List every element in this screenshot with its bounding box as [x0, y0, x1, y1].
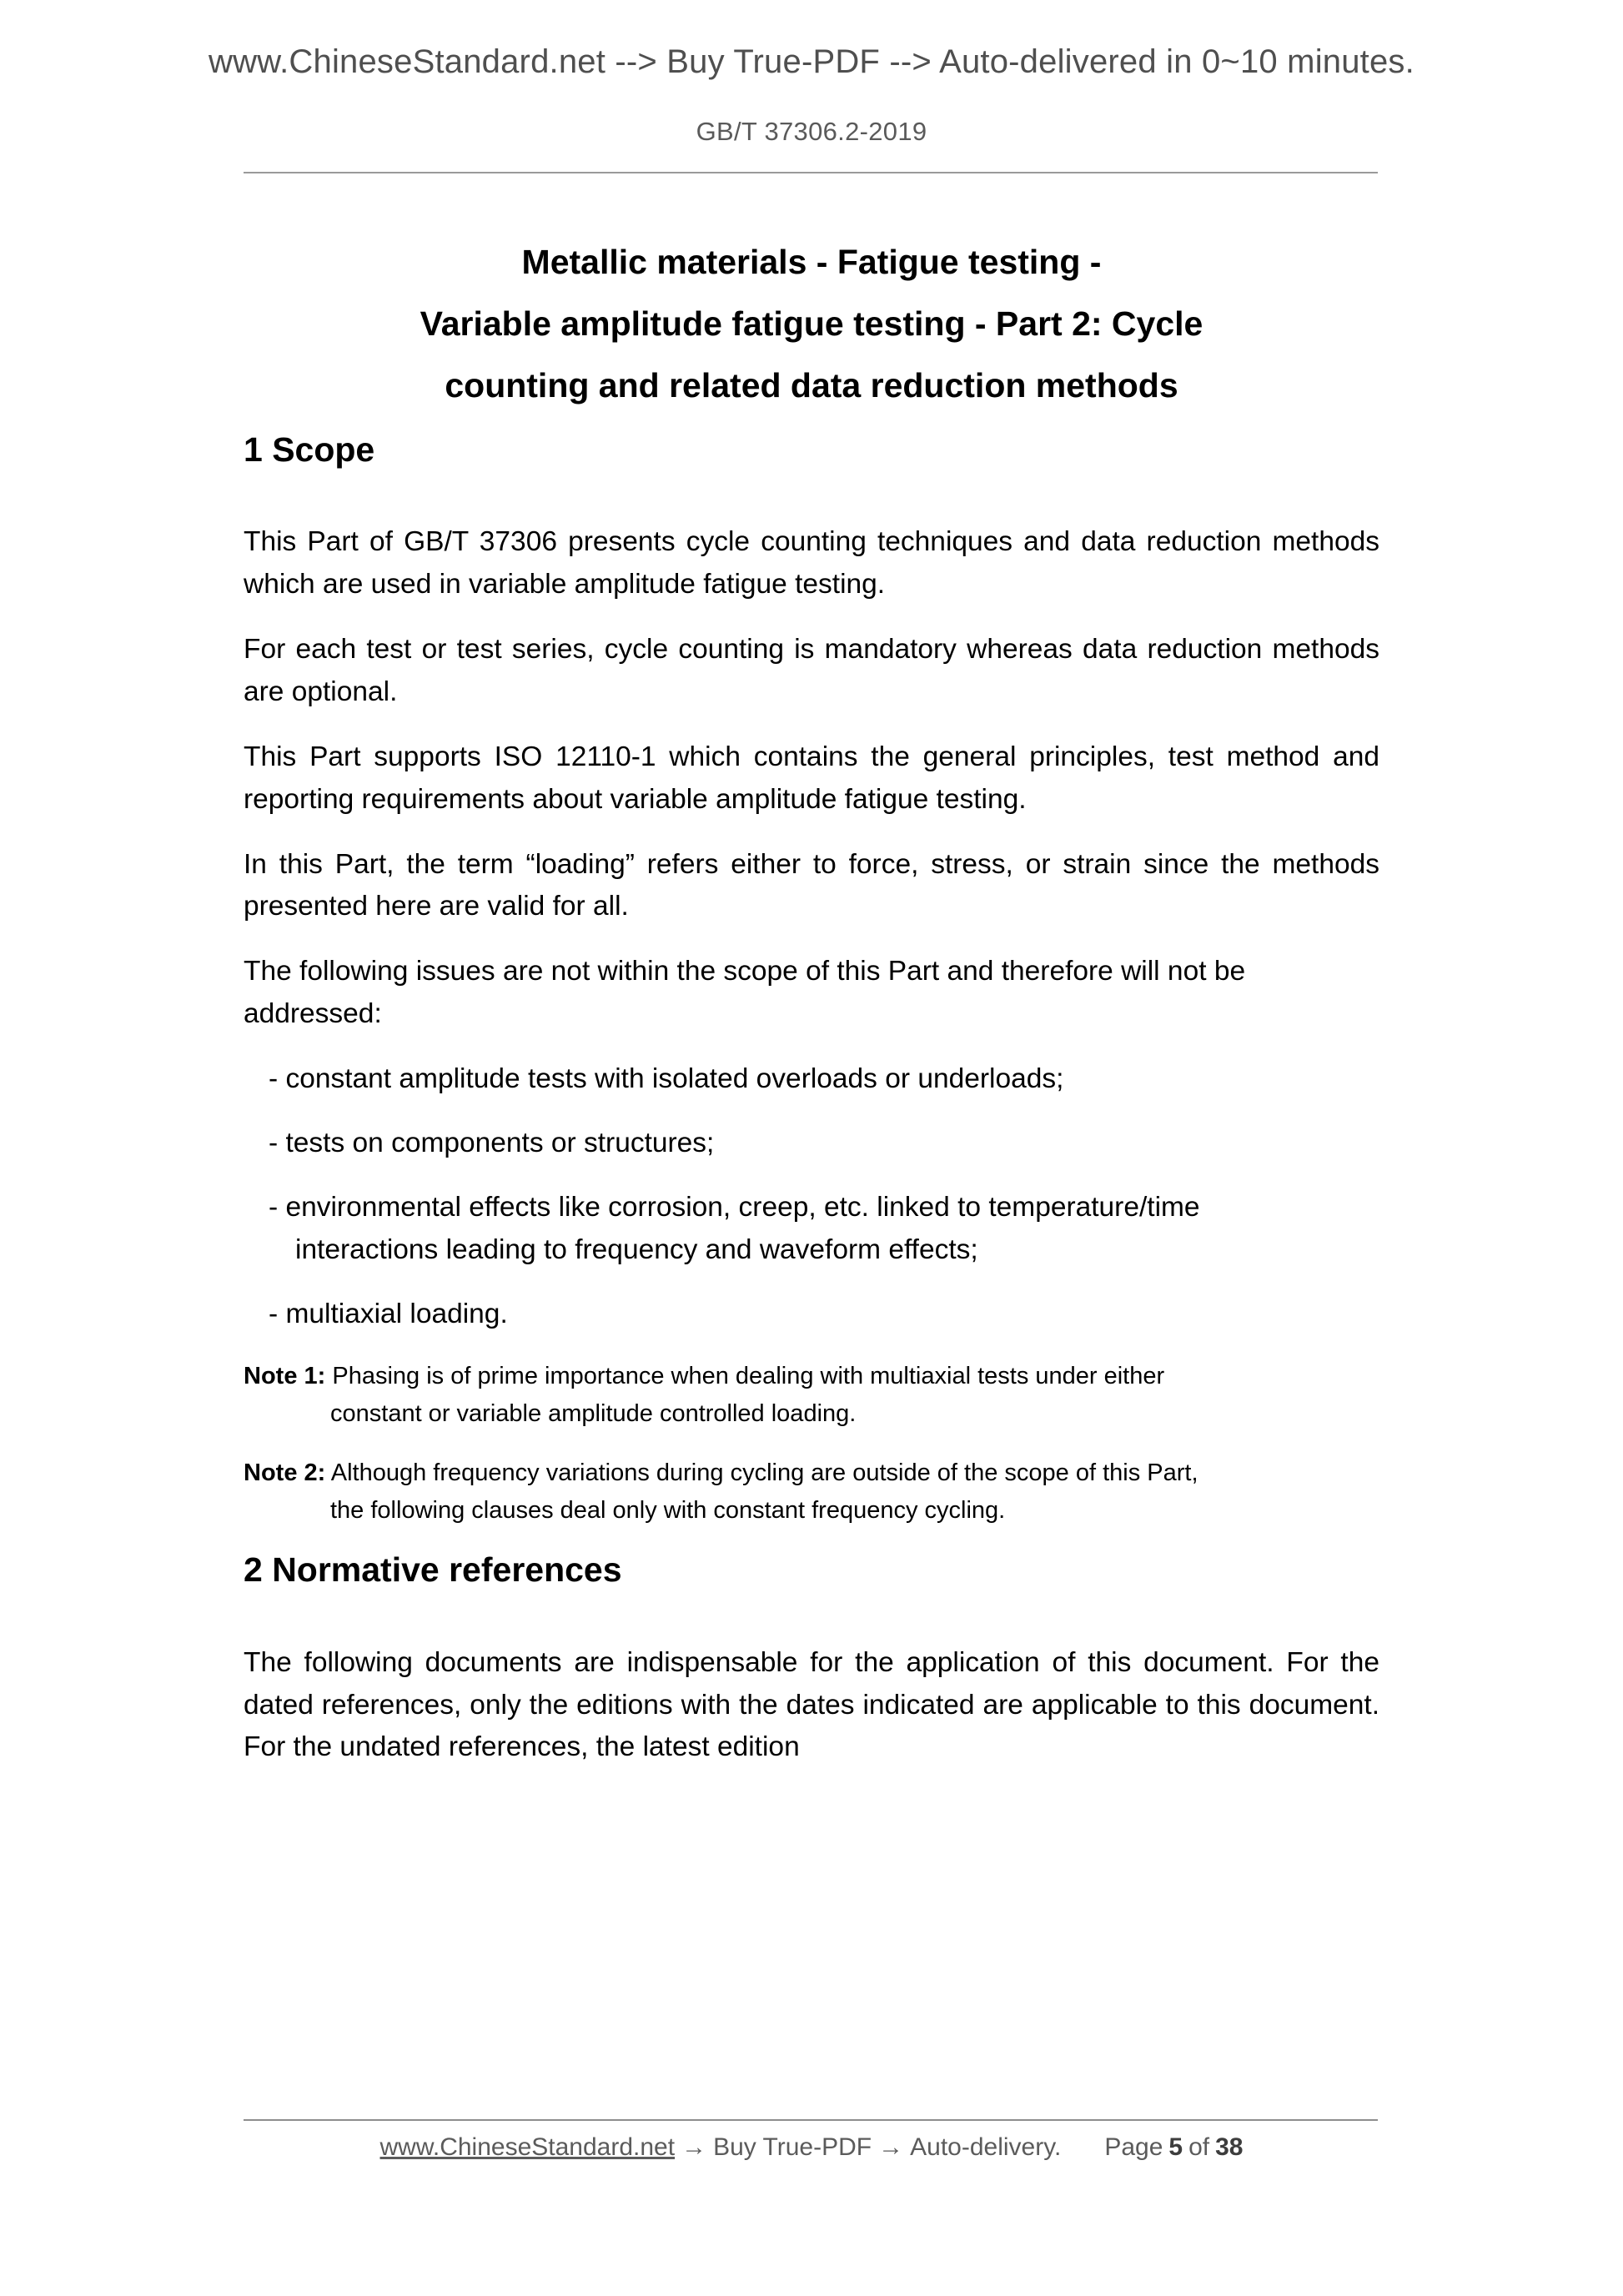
list-item-text: - constant amplitude tests with isolated overloads or underloads;	[269, 1063, 1064, 1095]
scope-notes	[244, 1358, 1379, 1530]
list-item	[244, 1294, 1379, 1336]
scope-paragraph-5: The following issues are not within the scope of this Part and therefore will not be addressed:	[244, 956, 1246, 1030]
header-divider	[244, 172, 1378, 173]
title-line-1: Metallic materials - Fatigue testing -	[521, 243, 1102, 281]
note-1	[244, 1358, 1379, 1433]
list-item-text: - multiaxial loading.	[269, 1298, 508, 1329]
title-line-3: counting and related data reduction methods	[445, 366, 1178, 404]
list-item-text: - environmental effects like corrosion, creep, etc. linked to temperature/time	[269, 1192, 1200, 1223]
watermark-header: www.ChineseStandard.net --> Buy True-PDF --> Auto-delivered in 0~10 minutes.	[209, 43, 1414, 80]
page-title	[244, 245, 1379, 403]
scope-paragraph-2: For each test or test series, cycle counting is mandatory whereas data reduction methods are optional.	[244, 633, 1379, 707]
note-2-label: Note 2:	[244, 1459, 326, 1486]
page-footer	[244, 2133, 1379, 2162]
footer-divider	[244, 2119, 1378, 2121]
scope-paragraph-3: This Part supports ISO 12110-1 which contains the general principles, test method and reporting requirements about variable amplitude fatigue testing.	[244, 741, 1379, 815]
list-item	[244, 1058, 1379, 1101]
footer-buy-label: Buy True-PDF	[713, 2133, 872, 2161]
note-2-text: Although frequency variations during cycling are outside of the scope of this Part,	[330, 1459, 1198, 1486]
note-2-continuation: the following clauses deal only with constant frequency cycling.	[330, 1496, 1006, 1524]
note-1-label: Note 1:	[244, 1362, 326, 1389]
title-line-2: Variable amplitude fatigue testing - Part 2: Cycle	[420, 304, 1203, 343]
arrow-right-icon-2: →	[878, 2133, 904, 2161]
list-item-text: - tests on components or structures;	[269, 1128, 715, 1159]
document-content	[244, 242, 1379, 1791]
standard-number: GB/T 37306.2-2019	[696, 117, 927, 146]
note-1-continuation: constant or variable amplitude controlled loading.	[330, 1399, 857, 1427]
arrow-right-icon: →	[681, 2133, 707, 2161]
list-item	[244, 1123, 1379, 1165]
scope-exclusions-list	[244, 1058, 1379, 1336]
list-item-continuation: interactions leading to frequency and waveform effects;	[295, 1233, 978, 1265]
footer-page-total: 38	[1215, 2133, 1244, 2161]
footer-site-link[interactable]: www.ChineseStandard.net	[379, 2133, 676, 2161]
section-heading-scope: 1 Scope	[244, 430, 375, 469]
footer-delivery-label: Auto-delivery.	[910, 2133, 1062, 2161]
footer-of-label: of	[1188, 2133, 1210, 2161]
scope-paragraph-4: In this Part, the term “loading” refers either to force, stress, or strain since the methods presented here are valid for all.	[244, 848, 1379, 922]
list-item	[244, 1187, 1379, 1272]
note-1-text: Phasing is of prime importance when dealing with multiaxial tests under either	[332, 1362, 1165, 1389]
scope-paragraph-1: This Part of GB/T 37306 presents cycle counting techniques and data reduction methods which are used in variable amplitude fatigue testing.	[244, 526, 1379, 600]
footer-page-label: Page	[1104, 2133, 1163, 2161]
section-heading-normative-references: 2 Normative references	[244, 1550, 622, 1590]
footer-page-number: 5	[1168, 2133, 1183, 2161]
normative-paragraph-1: The following documents are indispensable for the application of this document. For the dated references, only the editions with the dates indicated are applicable to this document. For the undated references, the latest edition	[244, 1646, 1379, 1763]
note-2	[244, 1454, 1379, 1530]
